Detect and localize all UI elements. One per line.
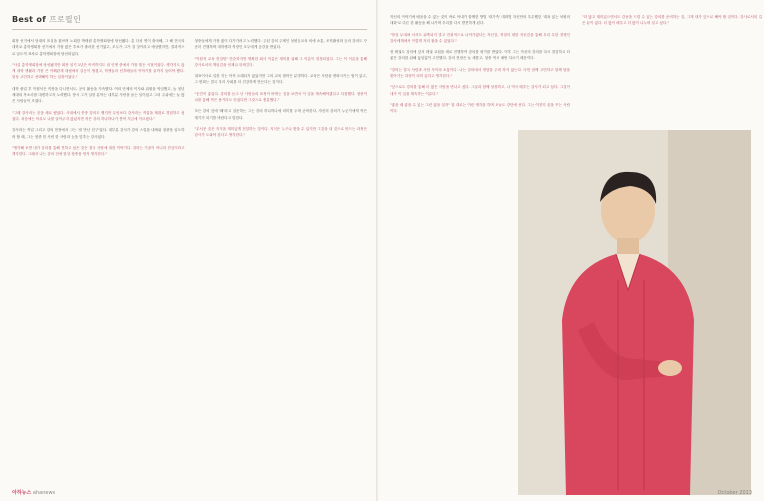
section-header xyxy=(12,14,367,25)
right-column-1 xyxy=(390,14,570,120)
paragraph: 청중들에게 가장 많이 다가가려고 노력했다. 주된 강의 주제인 성평등교육 외에 소통, 조직활성화 등의 강의도 꾸준히 진행하며 대학생과 직장인 모두에게 공감을 받았다. xyxy=(194,39,367,50)
left-columns xyxy=(12,38,367,162)
paragraph: 대표이사로 일한 지는 아직 오래되지 않았지만 그의 교육 철학은 분명하다. 교육은 사람을 변화시키는 힘이 있고, 그 변화는 결국 우리 사회를 더 건강하게 만든다는 것이다. xyxy=(194,74,367,85)
footer-brand: 아하뉴스 xyxy=(12,490,32,496)
right-column-2 xyxy=(582,14,762,120)
left-page xyxy=(0,0,378,501)
section-subtitle: 프로필인 xyxy=(48,15,82,24)
paragraph: "사실 총학생회장에 당선됐지만 회장 임기 1년은 아직까지도 내 인생 중에서 가장 힘든 시절이었다. 생각지도 않게 대학 생활과 가장 큰 이해관계 대립에서 갈등이 생겼고, 학생들과 선후배들의 이야기를 끝까지 들어야 했다. 항상 고민하고 선택해야 하는 입장이었다." xyxy=(12,62,185,80)
paragraph: "생각해 보면 내가 강의를 통해 전하고 싶은 것은 결국 사람에 대한 이야기다. 강의는 기술이 아니라 진심이라고 생각한다. 그래서 나는 강의 전에 항상 청중을 먼저 생각한다." xyxy=(12,145,185,157)
portrait-photo xyxy=(518,130,751,495)
paragraph: "이원석 교육 컨설팅" 단순하지만 명확한 회사 이름은 재미를 위해 그 이름이 결정되었다. 그는 이 이름을 통해 강사로서의 책임감을 언제나 되새긴다. xyxy=(194,56,367,67)
paragraph: 자신의 이야기에 배움을 수 없는 것이 바로 아내가 함께한 방법 '대가족' 대화법 자신만의 우수했던 '대폭 넓는 차원의 대화'로 다른 한 활동을 해 나가며 우리를 다시 발견하게 된다. xyxy=(390,15,570,26)
paragraph: "순간이 좋았다. 강의를 듣고 난 사람들의 표정이 바뀌는 것을 보면서 이 일을 계속해야겠다고 다짐했다. 청중이 나를 통해 작은 용기라도 얻었다면 그것으로 충분했다." xyxy=(194,91,367,103)
right-columns xyxy=(390,14,762,120)
paragraph: 장 태권도 강의에 앞서 태권 교섭을 새로 진행하여 강의를 평가를 받았다. 이후 그는 자신의 강의를 다시 점검하고 더 좋은 강의를 위해 끊임없이 고민했다. 강의 현장은 늘 새롭고, 청중 역시 매번 다르기 때문이다. xyxy=(390,50,570,61)
paragraph: "더 많고 재미있으면서도 감동을 드릴 수 있는 강의를 준비하는 것, 그게 내가 앞으로 해야 할 일이다. 강사로서의 길은 끝이 없다. 더 많이 배우고 더 많이 나누며 살고 싶다." xyxy=(582,15,762,26)
hand-shape xyxy=(658,360,682,376)
header-rule xyxy=(12,29,367,30)
right-footer: October 2013 xyxy=(717,490,752,496)
left-column-1 xyxy=(12,38,185,162)
paragraph: "무서운 것은 지식을 재미있게 전달하는 것이다. 지식은 누구나 찾을 수 있지만 그것을 내 것으로 만드는 과정은 강사가 도와야 한다고 생각한다." xyxy=(194,126,367,138)
portrait-illustration xyxy=(518,130,751,495)
left-column-2 xyxy=(195,38,368,162)
section-title: Best of xyxy=(12,15,46,24)
paragraph: 회장 선거에서 당대의 표심을 휩쓰며 노회한 박태원 총학생회장에 당선됐다. 총 다섯 명이 출마해, 그 해 전국의 대학교 총학생회장 선거에서 가장 많은 후보가 출마한 선거였고, 모두가 그가 질 것이라고 예상했지만, 결과적으로 압도적 표차로 총학생회장에 당선되었다. xyxy=(12,39,185,56)
paragraph: "그때 강사라는 꿈을 새로 꿨었다. 사내에서 종종 강의도 했지만 무엇보다 강사라는 직업을 제대로 경험하고 싶었다. 처음에는 아무도 나를 알아주지 않았지만 작은 강의 하나하나가 쌓여 지금에 이르렀다." xyxy=(12,110,185,121)
paragraph: "항상 무대에 서서도 위축되지 말고 진취적으로 나아가겠다는 자신감, 적절히 대한 자신감을 통해 우리 무한 경쟁인 강사세계에서 이렇게 자리 잡을 수 있었다." xyxy=(390,32,570,43)
paragraph: 대학 졸업 후 이원석은 직장을 다니면서도, 공익 활동을 지속했다. 여러 단체의 이사와 위원을 역임했고, 늘 청년 세대의 목소리를 대변하고자 노력했다. 당시 그가 일한 분야는 대부분 사람을 돕는 일이었고 그의 주위에는 늘 많은 사람들이 모였다. xyxy=(12,86,185,104)
footer-brand-sub: ahanews xyxy=(32,490,56,496)
paragraph: 모든 강의 앞에 '왜'라고 질문하는 그는 강의 하나하나에 의미를 두며 준비한다. 자신의 강의가 누군가에게 작은 계기가 되기를 바란다고 말한다. xyxy=(194,109,367,120)
paragraph: "강의는 결국 사람과 사람 사이의 소통이다. 나는 강의에서 정답을 주려 하지 않는다. 다만 함께 고민하고 함께 답을 찾아가는 과정이 의미 있다고 생각한다." xyxy=(390,67,570,79)
right-page xyxy=(378,0,764,501)
paragraph: "좋을 때 좋을 수 있는 그런 삶을 살자" 열 대로는 이런 생각을 하며 오늘도 강단에 선다. 그는 여전히 꿈을 꾸는 사람이다. xyxy=(390,102,570,114)
left-footer xyxy=(12,489,55,496)
paragraph: 강사라는 직업 그리고 강의 현장에서 그는 '잘 만난 친구'였다. 대부분 강사가 강의 스킬을 내세워 청중을 압도하려 할 때, 그는 청중 한 사람 한 사람과 눈을 맞추는 강사였다. xyxy=(12,128,185,139)
paragraph: "앞으로도 강의를 통해 더 많은 사람을 만나고 싶다. 그들과 함께 성장하고, 나 역시 배우는 강사가 되고 싶다. 그것이 내가 이 일을 계속하는 이유다." xyxy=(390,85,570,96)
